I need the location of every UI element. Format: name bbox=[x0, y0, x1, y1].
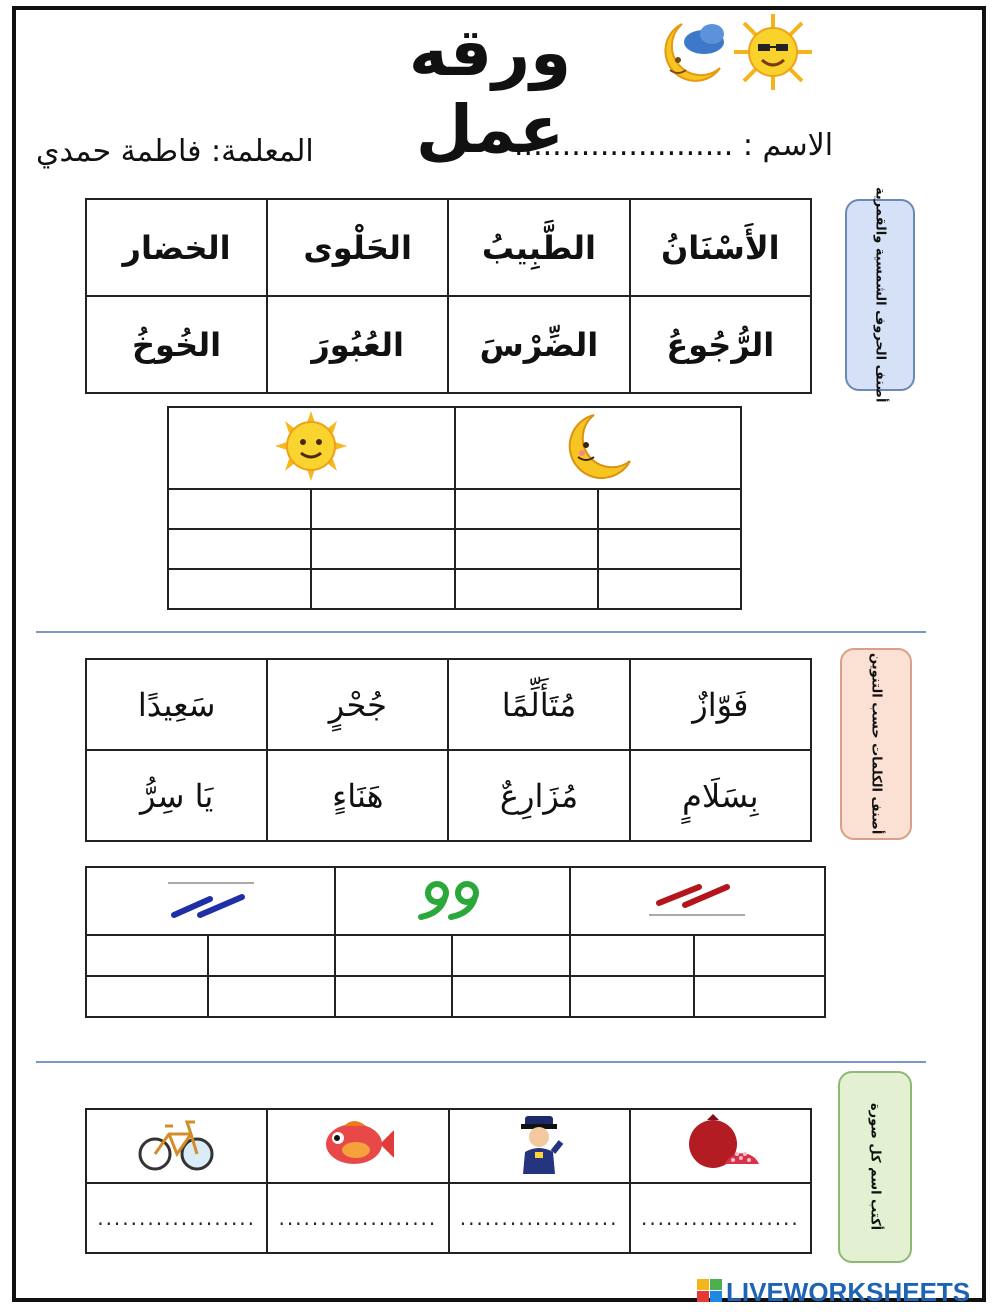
sun-column-header bbox=[168, 407, 455, 489]
picture-cell bbox=[267, 1109, 448, 1183]
fath-tanween-icon bbox=[647, 879, 747, 919]
liveworksheets-logo-icon bbox=[697, 1279, 723, 1303]
section2-instruction-tab: أصنف الكلمات حسب التنوين bbox=[840, 648, 912, 840]
tanween-sort-table[interactable] bbox=[85, 866, 826, 1018]
section-divider bbox=[36, 631, 926, 633]
bicycle-icon bbox=[137, 1114, 217, 1174]
picture-cell bbox=[86, 1109, 267, 1183]
sun-moon-words-table bbox=[85, 198, 812, 394]
blank-cell[interactable] bbox=[455, 489, 598, 529]
word-cell: سَعِيدًا bbox=[86, 659, 267, 750]
answer-line[interactable]: ................... bbox=[449, 1183, 630, 1253]
fath-tanween-header bbox=[570, 867, 825, 935]
blank-cell[interactable] bbox=[335, 935, 452, 976]
damm-tanween-header bbox=[335, 867, 569, 935]
word-cell: الأَسْنَانُ bbox=[630, 199, 811, 296]
blank-cell[interactable] bbox=[452, 976, 569, 1017]
picture-cell bbox=[630, 1109, 811, 1183]
picture-naming-table bbox=[85, 1108, 812, 1254]
answer-line[interactable]: ................... bbox=[267, 1183, 448, 1253]
section-divider bbox=[36, 1061, 926, 1063]
blank-cell[interactable] bbox=[208, 976, 335, 1017]
blank-cell[interactable] bbox=[168, 489, 311, 529]
teacher-name: المعلمة: فاطمة حمدي bbox=[36, 134, 314, 169]
word-cell: الحَلْوى bbox=[267, 199, 448, 296]
word-cell: يَا سِرُّ bbox=[86, 750, 267, 841]
word-cell: مُتَأَلِّمًا bbox=[448, 659, 629, 750]
blank-cell[interactable] bbox=[452, 935, 569, 976]
answer-line[interactable]: ................... bbox=[86, 1183, 267, 1253]
kasr-tanween-header bbox=[86, 867, 335, 935]
blank-cell[interactable] bbox=[168, 529, 311, 569]
blank-cell[interactable] bbox=[311, 569, 454, 609]
answer-line[interactable]: ................... bbox=[630, 1183, 811, 1253]
word-cell: الخضار bbox=[86, 199, 267, 296]
brand-name[interactable]: LIVEWORKSHEETS bbox=[726, 1277, 971, 1307]
word-cell: الرُّجُوعُ bbox=[630, 296, 811, 393]
blank-cell[interactable] bbox=[598, 489, 741, 529]
blank-cell[interactable] bbox=[570, 935, 694, 976]
blank-cell[interactable] bbox=[570, 976, 694, 1017]
blank-cell[interactable] bbox=[694, 935, 825, 976]
section3-instruction-tab: أكتب اسم كل صورة bbox=[838, 1071, 912, 1263]
moon-cloud-icon bbox=[652, 16, 728, 88]
blank-cell[interactable] bbox=[168, 569, 311, 609]
word-cell: العُبُورَ bbox=[267, 296, 448, 393]
moon-column-header bbox=[455, 407, 742, 489]
page-title: ورقه عمل bbox=[408, 14, 572, 168]
blank-cell[interactable] bbox=[335, 976, 452, 1017]
pomegranate-icon bbox=[679, 1114, 761, 1174]
moon-icon bbox=[560, 411, 636, 481]
blank-cell[interactable] bbox=[455, 569, 598, 609]
tanween-words-table bbox=[85, 658, 812, 842]
blank-cell[interactable] bbox=[694, 976, 825, 1017]
word-cell: الضِّرْسَ bbox=[448, 296, 629, 393]
fish-icon bbox=[322, 1116, 394, 1172]
word-cell: جُحْرٍ bbox=[267, 659, 448, 750]
blank-cell[interactable] bbox=[311, 489, 454, 529]
blank-cell[interactable] bbox=[455, 529, 598, 569]
sun-icon bbox=[273, 411, 349, 481]
word-cell: بِسَلَامٍ bbox=[630, 750, 811, 841]
kasr-tanween-icon bbox=[166, 879, 256, 919]
sun-icon bbox=[730, 12, 816, 92]
word-cell: الخُوخُ bbox=[86, 296, 267, 393]
sun-moon-sort-table[interactable] bbox=[167, 406, 742, 610]
word-cell: مُزَارِعٌ bbox=[448, 750, 629, 841]
blank-cell[interactable] bbox=[598, 529, 741, 569]
word-cell: فَوّازٌ bbox=[630, 659, 811, 750]
word-cell: الطَّبِيبُ bbox=[448, 199, 629, 296]
policeman-icon bbox=[511, 1112, 567, 1176]
picture-cell bbox=[449, 1109, 630, 1183]
blank-cell[interactable] bbox=[86, 976, 208, 1017]
word-cell: هَنَاءٍ bbox=[267, 750, 448, 841]
damm-tanween-icon bbox=[407, 877, 497, 921]
blank-cell[interactable] bbox=[208, 935, 335, 976]
section1-instruction-tab: أصنف الحروف الشمسية والقمرية bbox=[845, 199, 915, 391]
blank-cell[interactable] bbox=[598, 569, 741, 609]
blank-cell[interactable] bbox=[311, 529, 454, 569]
blank-cell[interactable] bbox=[86, 935, 208, 976]
student-name-field[interactable]: الاسم : ....................... bbox=[514, 128, 834, 163]
